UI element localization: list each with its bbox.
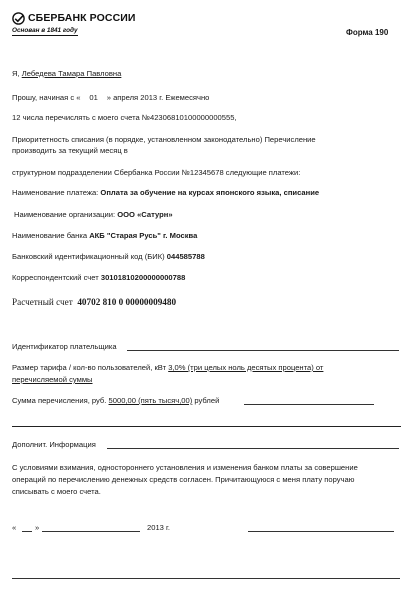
priority-line-3: структурном подразделении Сбербанка России №12345678 следующие платежи:: [12, 168, 301, 177]
applicant-line: [12, 69, 121, 79]
correspondent-account-line: [12, 273, 185, 283]
organization-line: [14, 210, 173, 220]
payer-id-field[interactable]: [127, 350, 399, 351]
account-line: [12, 113, 237, 123]
applicant-name[interactable]: Лебедева Тамара Павловна: [21, 69, 122, 78]
tariff-line: [12, 363, 323, 373]
day-of-month[interactable]: 12: [12, 113, 21, 122]
payment-purpose-label: Наименование платежа:: [12, 188, 99, 197]
sign-year: 2013 г.: [147, 523, 170, 532]
correspondent-account-value[interactable]: 30101810200000000788: [100, 273, 186, 282]
bank-line: [12, 231, 197, 241]
additional-info-field[interactable]: [107, 448, 399, 449]
sum-label: Сумма перечисления, руб.: [12, 396, 107, 405]
bik-label: Банковский идентификационный код (БИК): [12, 252, 165, 261]
section-divider-1: [12, 426, 401, 427]
sum-value[interactable]: 5000,00 (пять тысяч,00): [108, 396, 193, 405]
agreement-line-3: списывать с моего счета.: [12, 487, 101, 496]
tariff-value[interactable]: 3,0% (три целых ноль десятых процента) от: [168, 363, 324, 372]
signature-field[interactable]: [248, 531, 394, 532]
sberbank-logo-icon: [12, 12, 25, 25]
bottom-line-field[interactable]: [12, 578, 400, 579]
tariff-label: Размер тарифа / кол-во пользователей, кВт: [12, 363, 167, 372]
sign-day-field[interactable]: [22, 531, 32, 532]
priority-line-2: производить за текущий месяц в: [12, 146, 128, 155]
sum-suffix: рублей: [194, 396, 220, 405]
account-number[interactable]: 42306810100000000555,: [149, 113, 237, 122]
bank-value[interactable]: АКБ "Старая Русь" г. Москва: [89, 231, 198, 240]
start-day[interactable]: 01: [89, 93, 98, 102]
account-label: числа перечислять с моего счета №: [22, 113, 150, 122]
agreement-line-2: операций по перечислению денежных средств согласен. Причитающуюся с меня плату поручаю: [12, 475, 355, 484]
bank-logo: [12, 12, 172, 38]
start-date-prefix: Прошу, начиная с «: [12, 93, 81, 102]
correspondent-account-label: Корреспондентский счет: [12, 273, 99, 282]
bank-label: Наименование банка: [12, 231, 88, 240]
sign-month-field[interactable]: [42, 531, 140, 532]
sign-date-close-quote: »: [35, 523, 40, 532]
settlement-account-label: Расчетный счет: [12, 297, 73, 307]
applicant-prefix: Я,: [12, 69, 20, 78]
bank-name: СБЕРБАНК РОССИИ: [28, 12, 136, 24]
payment-purpose-value[interactable]: Оплата за обучение на курсах японского языка, списание: [100, 188, 320, 197]
agreement-line-1: С условиями взимания, одностороннего установления и изменения банком платы за совершение: [12, 463, 358, 472]
request-start-line: [12, 93, 209, 103]
bik-line: [12, 252, 205, 262]
form-number: Форма 190: [346, 28, 389, 37]
bank-slogan: Основан в 1841 году: [12, 27, 78, 34]
priority-line-1: Приоритетность списания (в порядке, установленном законодательно) Перечисление: [12, 135, 316, 144]
bik-value[interactable]: 044585788: [166, 252, 205, 261]
settlement-account-value[interactable]: 40702 810 0 00000009480: [77, 297, 177, 307]
additional-info-label: Дополнит. Информация: [12, 440, 96, 449]
settlement-account-line: [12, 296, 176, 308]
organization-label: Наименование организации:: [14, 210, 116, 219]
tariff-value-line-2[interactable]: перечисляемой суммы: [12, 375, 93, 384]
organization-value[interactable]: ООО «Сатурн»: [117, 210, 173, 219]
sum-line: [12, 396, 219, 406]
sign-date-open-quote: «: [12, 523, 17, 532]
start-month-year: » апреля 2013 г. Ежемесячно: [106, 93, 210, 102]
payer-id-label: Идентификатор плательщика: [12, 342, 117, 351]
payment-purpose-line: [12, 188, 319, 198]
sum-extra-field[interactable]: [244, 404, 374, 405]
